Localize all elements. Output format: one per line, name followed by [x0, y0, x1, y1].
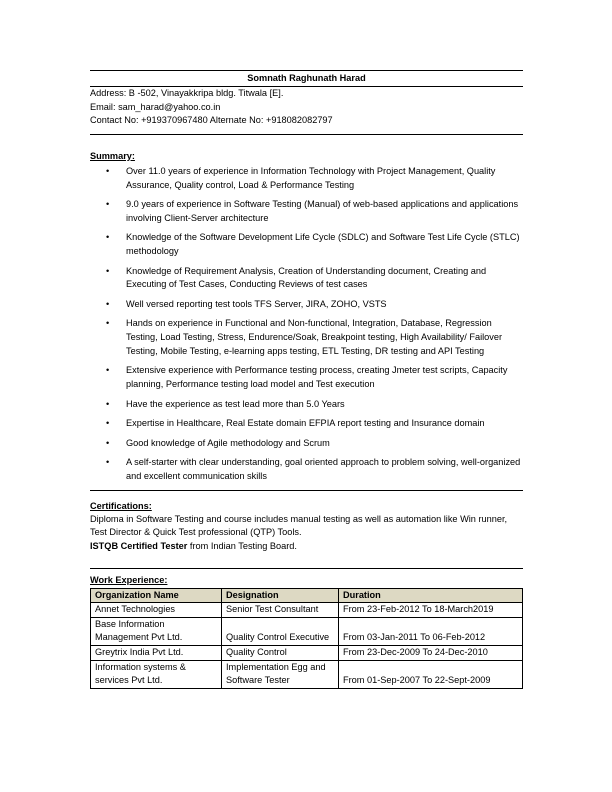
summary-text: A self-starter with clear understanding, goal oriented approach to problem solving, well-organized and excellent communication skills: [126, 457, 521, 481]
summary-item: [90, 456, 523, 484]
summary-text: Hands on experience in Functional and Non-functional, Integration, Database, Regression Testing, Load Testing, Stress, Endurence/Soak, Breakpoint testing, High Availability/ Failover Testing, Mobile Testing, e-learning apps testing, ETL Testing, DR testing and API Testing: [126, 318, 503, 356]
certifications-heading: Certifications:: [90, 500, 152, 511]
summary-list: [90, 165, 523, 484]
summary-item: [90, 417, 523, 431]
bullet-icon: •: [106, 165, 110, 176]
bullet-icon: •: [106, 398, 110, 409]
summary-item: [90, 317, 523, 358]
bullet-icon: •: [106, 457, 110, 468]
contact: Contact No: +919370967480 Alternate No: +918082082797: [90, 115, 333, 126]
bullet-icon: •: [106, 298, 110, 309]
summary-text: Knowledge of the Software Development Life Cycle (SDLC) and Software Test Life Cycle (STLC) methodology: [126, 232, 520, 257]
duration-cell: From 23-Dec-2009 To 24-Dec-2010: [339, 645, 523, 660]
email: Email: sam_harad@yahoo.co.in: [90, 101, 221, 112]
designation-cell: Quality Control: [222, 645, 339, 660]
summary-item: [90, 437, 523, 451]
organization-cell: Greytrix India Pvt Ltd.: [91, 645, 222, 660]
summary-item: [90, 398, 523, 412]
work-experience-table: [90, 588, 523, 689]
summary-text: Expertise in Healthcare, Real Estate domain EFPIA report testing and Insurance domain: [126, 418, 485, 429]
summary-text: Extensive experience with Performance testing process, creating Jmeter test scripts, Capacity planning, Performance testing load model and Test execution: [126, 365, 508, 390]
summary-item: [90, 265, 523, 293]
candidate-name: Somnath Raghunath Harad: [247, 73, 366, 83]
summary-text: Knowledge of Requirement Analysis, Creation of Understanding document, Creating and Executing of Test Cases, Conducting Reviews of test cases: [126, 265, 487, 290]
summary-text: Have the experience as test lead more than 5.0 Years: [126, 398, 345, 409]
table-row: [91, 603, 523, 618]
organization-cell: Information systems & services Pvt Ltd.: [91, 660, 222, 688]
designation-cell: Implementation Egg and Software Tester: [222, 660, 339, 688]
summary-text: Well versed reporting test tools TFS Server, JIRA, ZOHO, VSTS: [126, 298, 387, 309]
summary-item: [90, 165, 523, 193]
duration-cell: From 03-Jan-2011 To 06-Feb-2012: [339, 617, 523, 645]
duration-cell: From 23-Feb-2012 To 18-March2019: [339, 603, 523, 618]
table-row: [91, 660, 523, 688]
bullet-icon: •: [106, 437, 110, 448]
summary-heading: Summary:: [90, 150, 135, 161]
summary-item: [90, 231, 523, 259]
bullet-icon: •: [106, 365, 110, 376]
istqb-title: ISTQB Certified Tester: [90, 540, 188, 551]
designation-cell: Quality Control Executive: [222, 617, 339, 645]
column-header: Duration: [339, 588, 523, 603]
organization-cell: Annet Technologies: [91, 603, 222, 618]
istqb-rest: from Indian Testing Board.: [187, 540, 297, 551]
table-row: [91, 645, 523, 660]
column-header: Designation: [222, 588, 339, 603]
summary-text: 9.0 years of experience in Software Testing (Manual) of web-based applications and applications involving Client-Server architecture: [126, 199, 519, 223]
divider: [90, 568, 523, 569]
organization-cell: Base Information Management Pvt Ltd.: [91, 617, 222, 645]
work-heading: Work Experience:: [90, 574, 168, 585]
designation-cell: Senior Test Consultant: [222, 603, 339, 618]
table-row: [91, 617, 523, 645]
bullet-icon: •: [106, 265, 110, 276]
divider: [90, 134, 523, 135]
bullet-icon: •: [106, 318, 110, 329]
certification-text: Diploma in Software Testing and course includes manual testing as well as automation like Win runner, Test Director & Quick Test professional (QTP) Tools.: [90, 513, 508, 538]
summary-item: [90, 298, 523, 312]
bullet-icon: •: [106, 199, 110, 210]
address: Address: B -502, Vinayakkripa bldg. Titwala [E].: [90, 88, 284, 98]
bullet-icon: •: [106, 232, 110, 243]
summary-text: Good knowledge of Agile methodology and Scrum: [126, 437, 330, 448]
summary-item: [90, 198, 523, 226]
bullet-icon: •: [106, 418, 110, 429]
divider: [90, 490, 523, 491]
summary-item: [90, 364, 523, 392]
column-header: Organization Name: [91, 588, 222, 603]
duration-cell: From 01-Sep-2007 To 22-Sept-2009: [339, 660, 523, 688]
istqb-line: [90, 540, 523, 554]
summary-text: Over 11.0 years of experience in Information Technology with Project Management, Quality Assurance, Quality control, Load & Performance Testing: [126, 165, 496, 190]
